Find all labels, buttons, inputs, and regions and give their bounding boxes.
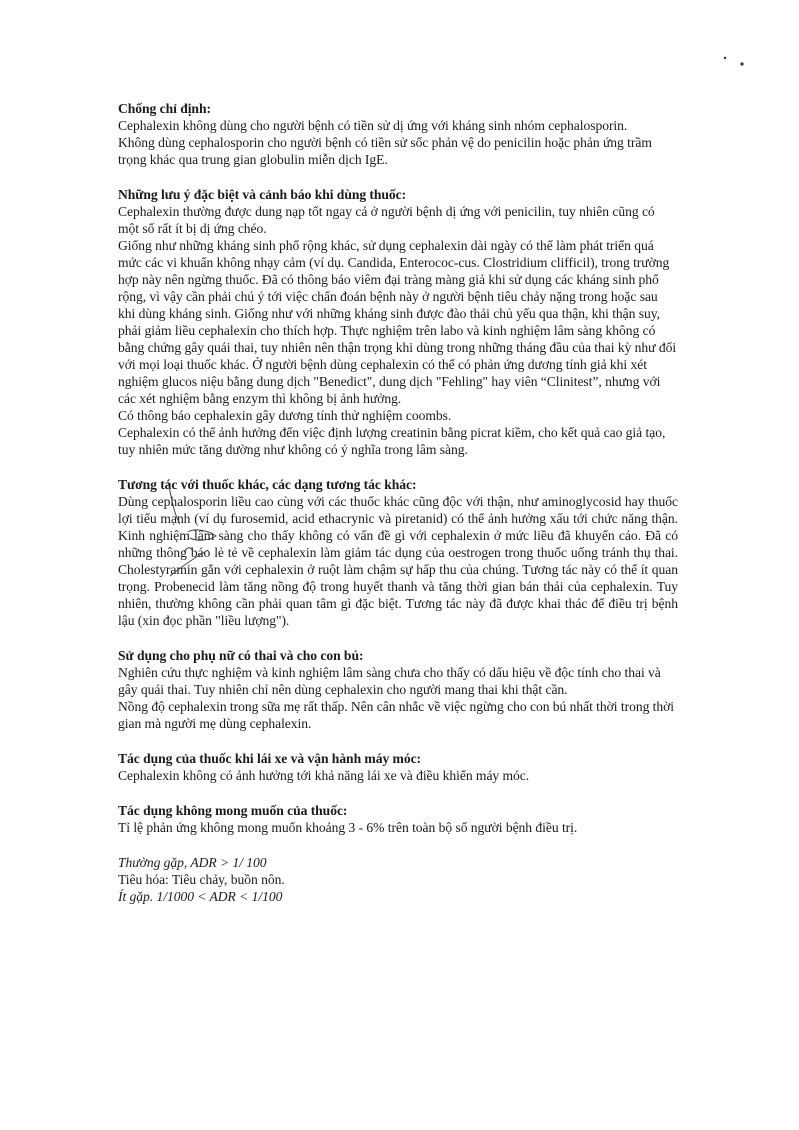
heading-pregnancy: Sử dụng cho phụ nữ có thai và cho con bú: [118,648,364,663]
section-driving [118,750,678,784]
contraindications-line-2: Không dùng cephalosporin cho người bệnh có tiền sử sốc phản vệ do penicilin hoặc phản ứng trầm trọng khác qua trung gian globulin miễn dịch IgE. [118,135,652,167]
pregnancy-para-1: Nghiên cứu thực nghiệm và kinh nghiệm lâm sàng chưa cho thấy có dấu hiệu về độc tính cho thai và gây quái thai. Tuy nhiên chỉ nên dùng cephalexin cho người mang thai khi thật cần. [118,665,661,697]
interactions-para: Dùng cephalosporin liều cao cùng với các thuốc khác cũng độc với thận, như aminoglycosid hay thuốc lợi tiểu mạnh (ví dụ furosemid, acid ethacrynic và piretanid) có thể ảnh hưởng xấu tới chức năng thận. Kinh nghiệm lâm sàng cho thấy không có vấn đề gì với cephalexin ở mức liều đã khuyến cáo. Đã có những thông báo lẻ tẻ về cephalexin làm giảm tác dụng của oestrogen trong thuốc uống tránh thụ thai. Cholestyramin gắn với cephalexin ở ruột làm chậm sự hấp thu của chúng. Tương tác này có thể ít quan trọng. Probenecid làm tăng nồng độ trong huyết thanh và tăng thời gian bán thải của cephalexin. Tuy nhiên, thường không cần phải quan tâm gì đặc biệt. Tương tác này đã được khai thác để điều trị bệnh lậu (xin đọc phần "liều lượng"). [118,494,678,628]
precautions-para-3: Có thông báo cephalexin gây dương tính thử nghiệm coombs. [118,408,452,423]
section-interactions [118,476,678,629]
heading-precautions: Những lưu ý đặc biệt và cảnh báo khi dùng thuốc: [118,187,407,202]
driving-para: Cephalexin không có ảnh hưởng tới khả năng lái xe và điều khiển máy móc. [118,768,530,783]
section-precautions [118,186,678,458]
adr-list [118,854,678,905]
precautions-para-2: Giống như những kháng sinh phổ rộng khác, sử dụng cephalexin dài ngày có thể làm phát triển quá mức các vi khuẩn không nhạy cảm (ví dụ. Candida, Enterococ-cus. Clostridium clifficil), trong trường hợp này nên ngừng thuốc. Đã có thông báo viêm đại tràng màng giả khi sử dụng các kháng sinh phổ rộng, vì vậy cần phải chú ý tới việc chẩn đoán bệnh này ở người bệnh tiêu chảy nặng trong hoặc sau khi dùng kháng sinh. Giống như với những kháng sinh được đào thải chủ yếu qua thận, khi thận suy, phải giảm liều cephalexin cho thích hợp. Thực nghiệm trên labo và kinh nghiệm lâm sàng không có bằng chứng gây quái thai, tuy nhiên nên thận trọng khi dùng trong những tháng đầu của thai kỳ như đối với mọi loại thuốc khác. Ở người bệnh dùng cephalexin có thể có phản ứng dương tính giả khi xét nghiệm glucos niệu bằng dung dịch "Benedict", dung dịch "Fehling" hay viên “Clinitest”, nhưng với các xét nghiệm bằng enzym thì không bị ảnh hưởng. [118,238,677,406]
document-page [118,100,678,905]
heading-interactions: Tương tác với thuốc khác, các dạng tương tác khác: [118,477,417,492]
adr-rare-label: Ít gặp. 1/1000 < ADR < 1/100 [118,889,283,904]
section-pregnancy [118,647,678,732]
corner-dots-mark [722,55,752,69]
pregnancy-para-2: Nồng độ cephalexin trong sữa mẹ rất thấp. Nên cân nhắc về việc ngừng cho con bú nhất thời trong thời gian mà người mẹ dùng cephalexin. [118,699,675,731]
precautions-para-1: Cephalexin thường được dung nạp tốt ngay cả ở người bệnh dị ứng với penicilin, tuy nhiên cũng có một số rất ít bị dị ứng chéo. [118,204,655,236]
section-contraindications [118,100,678,168]
adr-common-label: Thường gặp, ADR > 1/ 100 [118,855,267,870]
heading-driving: Tác dụng của thuốc khi lái xe và vận hành máy móc: [118,751,422,766]
precautions-para-4: Cephalexin có thể ảnh hưởng đến việc định lượng creatinin bằng picrat kiềm, cho kết quả cao giả tạo, tuy nhiên mức tăng dường như không có ý nghĩa trong lâm sàng. [118,425,666,457]
adr-common-text: Tiêu hóa: Tiêu chảy, buồn nôn. [118,872,285,887]
contraindications-line-1: Cephalexin không dùng cho người bệnh có tiền sử dị ứng với kháng sinh nhóm cephalosporin. [118,118,628,133]
heading-contraindications: Chống chỉ định: [118,101,211,116]
heading-adverse-effects: Tác dụng không mong muốn của thuốc: [118,803,348,818]
adverse-effects-para: Tỉ lệ phản ứng không mong muốn khoảng 3 - 6% trên toàn bộ số người bệnh điều trị. [118,820,578,835]
section-adverse-effects [118,802,678,836]
